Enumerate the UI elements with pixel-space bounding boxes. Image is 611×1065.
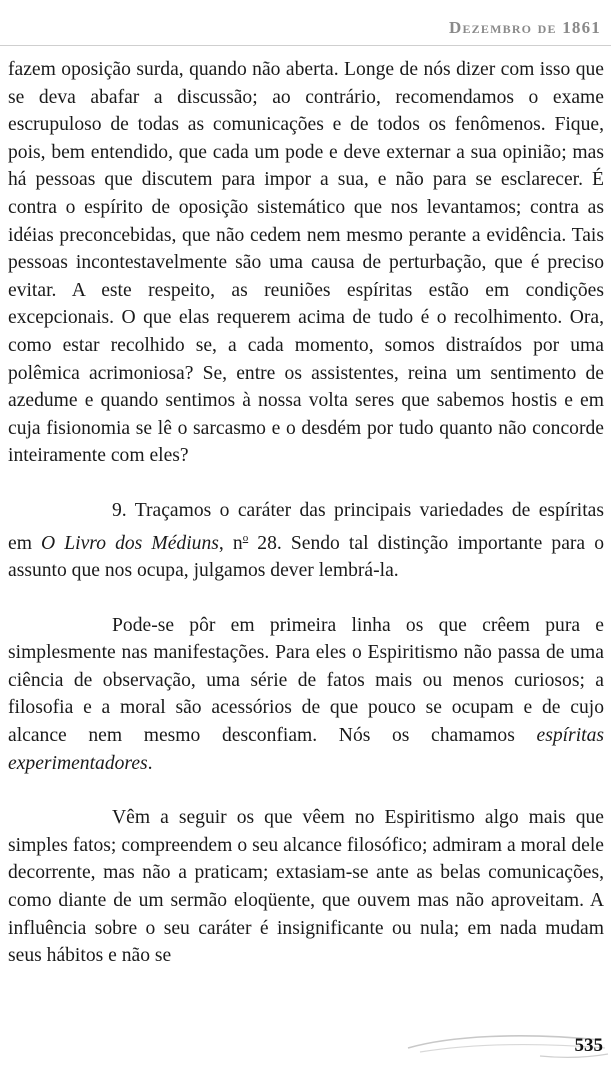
paragraph-text: . — [147, 752, 153, 774]
running-head: Dezembro de 1861 — [449, 18, 601, 37]
ordinal-indicator: o — [242, 531, 249, 544]
paragraph-text: 28. Sendo tal distinção importante para o assunto que nos ocupa, julgamos dever lembrá-la. — [8, 532, 605, 582]
book-title: O Livro dos Médiuns — [41, 532, 219, 554]
paragraph-text: 9. Traçamos o caráter das principais variedades de espíritas em — [8, 499, 604, 554]
paragraph-text: Pode-se pôr em primeira linha os que crêem pura e simplesmente nas manifestações. Para eles o Espiritismo não passa de uma ciência de observação, uma série de fatos mais ou menos curiosos; a filosofia e a moral são acessórios de que pouco se ocupam e de cujo alcance nem mesmo desconfiam. Nós os chamamos — [8, 614, 604, 747]
header-divider — [0, 45, 611, 46]
page-body — [8, 56, 604, 970]
paragraph-moral-admirers: Vêm a seguir os que vêem no Espiritismo algo mais que simples fatos; compreendem o seu alcance filosófico; admiram a moral dele decorrente, mas não a praticam; extasiam-se ante as belas comunicações, como diante de um sermão eloqüente, que ouvem mas não aproveitam. A influência sobre o seu caráter é insignificante ou nula; em nada mudam seus hábitos e não se — [8, 807, 604, 967]
paragraph-experimenters — [8, 612, 604, 778]
page-footer — [0, 1018, 611, 1065]
italic-term: espíritas experimentadores — [8, 725, 604, 774]
paragraph-continuation: fazem oposição surda, quando não aberta. Longe de nós dizer com isso que se deva abafar a discussão; ao contrário, recomendamos o exame escrupuloso de todas as comunicações e de todos os fenômenos. Fique, pois, bem entendido, que cada um pode e deve externar a sua opinião; mas há pessoas que discutem para impor a sua, e não para se esclarecer. É contra o espírito de oposição sistemático que nos levantamos; contra as idéias preconcebidas, que não cedem nem mesmo perante a evidência. Tais pessoas incontestavelmente são uma causa de perturbação, que é preciso evitar. A este respeito, as reuniões espíritas estão em condições excepcionais. O que elas requerem acima de tudo é o recolhimento. Ora, como estar recolhido se, a cada momento, somos distraídos por uma polêmica acrimoniosa? Se, entre os assistentes, reina um sentimento de azedume e quando sentimos à nossa volta seres que sabemos hostis e em cuja fisionomia se lê o sarcasmo e o desdém por tudo quanto não concorde inteiramente com eles? — [8, 59, 604, 467]
paragraph-text: , n — [218, 532, 243, 554]
page-number: 535 — [574, 1035, 603, 1056]
paragraph-item-9 — [8, 497, 604, 585]
footer-swoosh-ornament — [0, 1018, 611, 1065]
